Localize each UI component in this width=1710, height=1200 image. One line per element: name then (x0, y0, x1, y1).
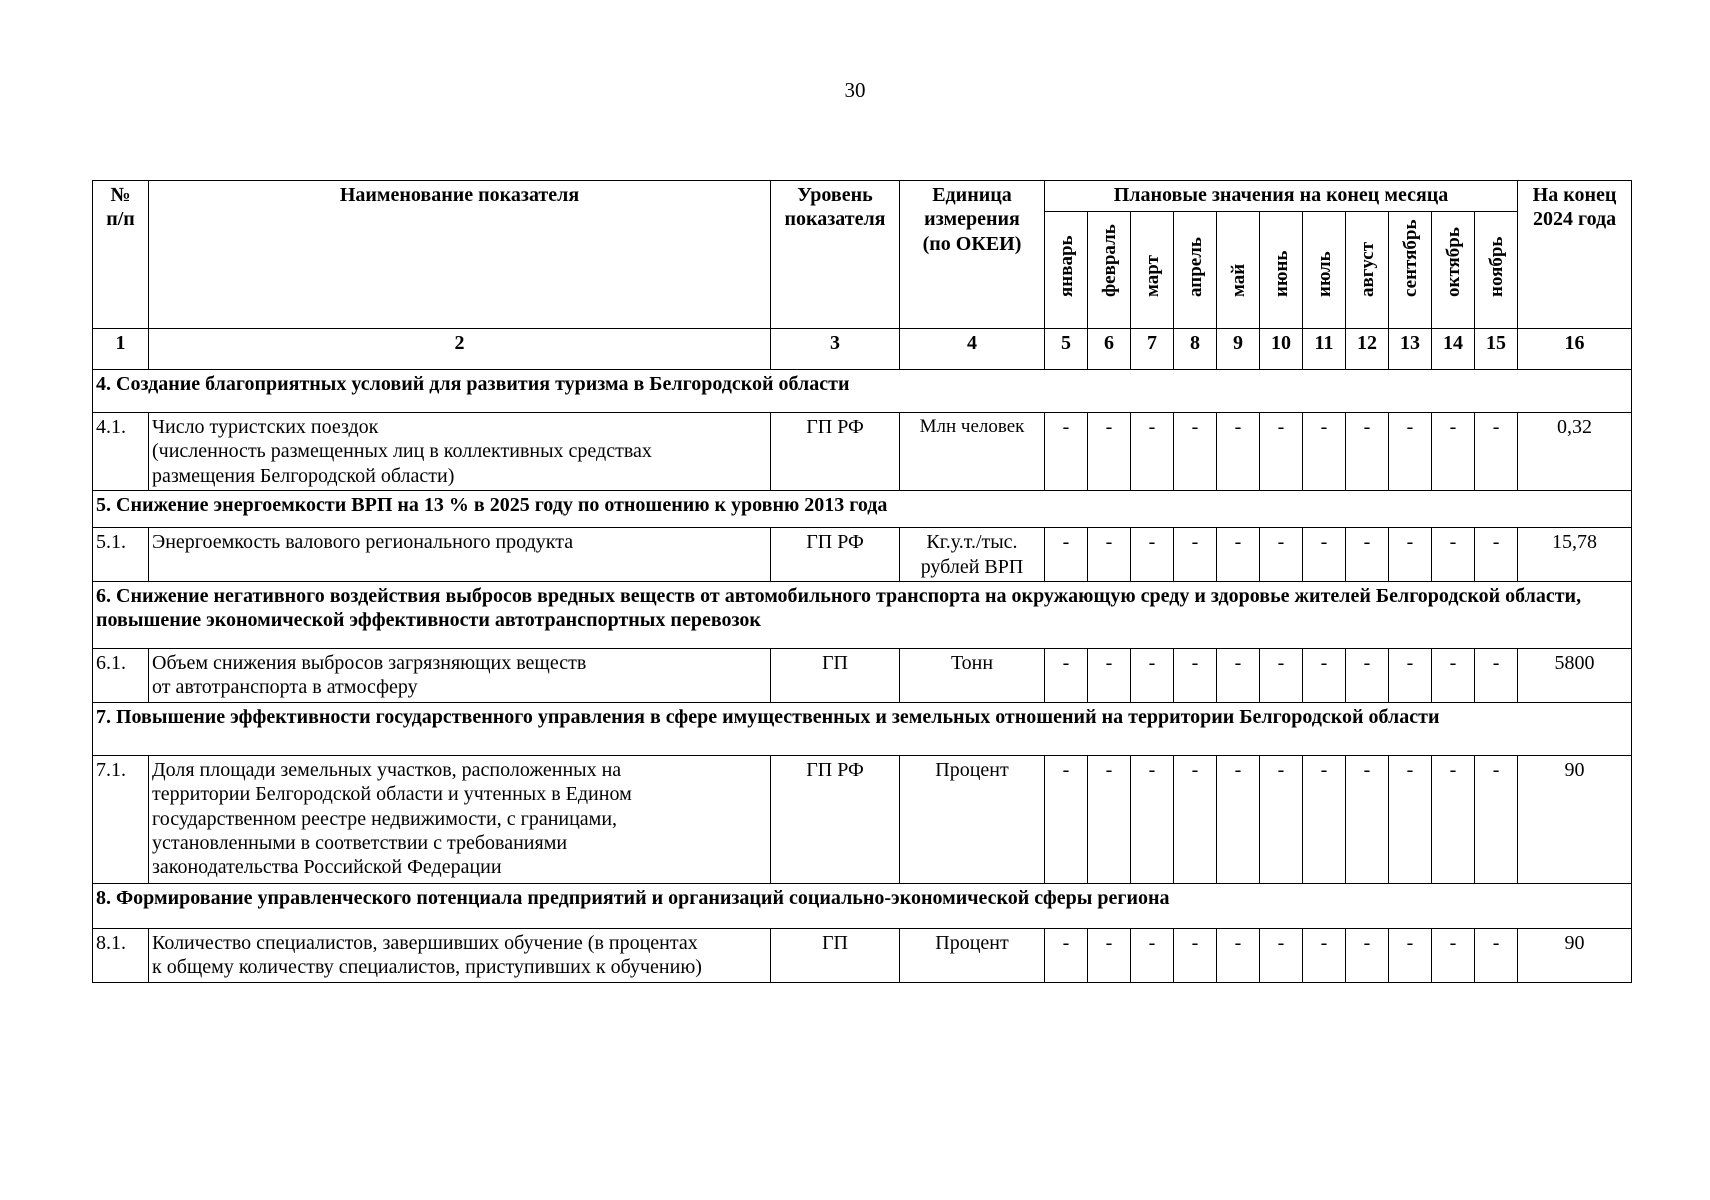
section-title: 7. Повышение эффективности государственного управления в сфере имущественных и земельных отношений на территории Белгородской области (93, 702, 1632, 755)
month-value: - (1303, 648, 1346, 702)
month-value: - (1346, 755, 1389, 883)
indicators-table (92, 180, 1632, 983)
month-value: - (1045, 528, 1088, 582)
header-level-line: Уровень (797, 184, 873, 206)
indicator-unit: Кг.у.т./тыс. рублей ВРП (900, 528, 1045, 582)
month-value: - (1131, 755, 1174, 883)
month-value: - (1174, 928, 1217, 982)
header-row-1 (93, 181, 1632, 212)
month-value: - (1131, 928, 1174, 982)
month-value: - (1088, 528, 1131, 582)
section-row (93, 702, 1632, 755)
header-month (1045, 212, 1088, 329)
header-unit-line: измерения (924, 208, 1020, 231)
row-number: 6.1. (93, 648, 149, 702)
indicator-name: Объем снижения выбросов загрязняющих веществ от автотранспорта в атмосферу (149, 648, 771, 702)
header-num-line: п/п (106, 208, 135, 231)
month-value: - (1432, 755, 1475, 883)
column-number: 15 (1475, 329, 1518, 370)
month-value: - (1217, 755, 1260, 883)
month-value: - (1260, 648, 1303, 702)
month-value: - (1174, 755, 1217, 883)
month-value: - (1475, 528, 1518, 582)
month-value: - (1260, 928, 1303, 982)
month-value: - (1217, 928, 1260, 982)
header-month-label: февраль (1099, 224, 1120, 297)
header-month (1088, 212, 1131, 329)
header-name: Наименование показателя (149, 181, 771, 329)
section-row (93, 883, 1632, 928)
month-value: - (1475, 928, 1518, 982)
month-value: - (1303, 755, 1346, 883)
final-value: 0,32 (1518, 413, 1632, 491)
row-number: 5.1. (93, 528, 149, 582)
month-value: - (1217, 413, 1260, 491)
month-value: - (1045, 413, 1088, 491)
column-number: 11 (1303, 329, 1346, 370)
header-month (1260, 212, 1303, 329)
header-num-line: № (110, 184, 131, 206)
month-value: - (1174, 413, 1217, 491)
month-value: - (1303, 413, 1346, 491)
month-value: - (1389, 755, 1432, 883)
column-number: 16 (1518, 329, 1632, 370)
column-number: 12 (1346, 329, 1389, 370)
header-month-label: сентябрь (1400, 219, 1421, 297)
indicator-level: ГП (771, 648, 900, 702)
section-title: 6. Снижение негативного воздействия выбросов вредных веществ от автомобильного транспорта на окружающую среду и здоровье жителей Белгородской области, повышение экономической эффективности автотранспортных перевозок (93, 581, 1632, 648)
header-level (771, 181, 900, 329)
month-value: - (1432, 648, 1475, 702)
indicator-unit: Млн человек (900, 413, 1045, 491)
indicator-name: Доля площади земельных участков, расположенных на территории Белгородской области и учтенных в Едином государственном реестре недвижимости, с границами, установленными в соответствии с требованиями законодательства Российской Федерации (149, 755, 771, 883)
header-final-line: На конец (1532, 184, 1617, 206)
month-value: - (1475, 648, 1518, 702)
table-body (93, 370, 1632, 983)
final-value: 90 (1518, 928, 1632, 982)
header-month-label: апрель (1185, 236, 1206, 297)
indicator-level: ГП РФ (771, 755, 900, 883)
table-row (93, 648, 1632, 702)
month-value: - (1088, 413, 1131, 491)
month-value: - (1174, 648, 1217, 702)
indicator-name: Энергоемкость валового регионального продукта (149, 528, 771, 582)
header-month-label: март (1142, 254, 1163, 297)
row-number: 8.1. (93, 928, 149, 982)
table-row (93, 413, 1632, 491)
month-value: - (1088, 648, 1131, 702)
indicator-name: Количество специалистов, завершивших обучение (в процентах к общему количеству специалистов, приступивших к обучению) (149, 928, 771, 982)
month-value: - (1217, 648, 1260, 702)
header-final (1518, 181, 1632, 329)
header-month (1303, 212, 1346, 329)
indicator-level: ГП (771, 928, 900, 982)
column-number: 14 (1432, 329, 1475, 370)
header-unit-line: (по ОКЕИ) (922, 232, 1022, 255)
indicator-name: Число туристских поездок (численность размещенных лиц в коллективных средствах размещения Белгородской области) (149, 413, 771, 491)
header-month (1346, 212, 1389, 329)
indicator-level: ГП РФ (771, 413, 900, 491)
column-number: 1 (93, 329, 149, 370)
section-title: 4. Создание благоприятных условий для развития туризма в Белгородской области (93, 370, 1632, 413)
column-number: 6 (1088, 329, 1131, 370)
header-month-label: ноябрь (1486, 236, 1508, 297)
month-value: - (1174, 528, 1217, 582)
section-row (93, 581, 1632, 648)
header-month-label: июль (1314, 251, 1335, 297)
column-number: 2 (149, 329, 771, 370)
column-number-row (93, 329, 1632, 370)
header-month (1131, 212, 1174, 329)
month-value: - (1088, 928, 1131, 982)
header-month (1174, 212, 1217, 329)
month-value: - (1346, 648, 1389, 702)
header-unit-line: Единица (932, 184, 1012, 206)
month-value: - (1260, 755, 1303, 883)
month-value: - (1475, 755, 1518, 883)
header-month-label: январь (1056, 235, 1077, 297)
column-number: 8 (1174, 329, 1217, 370)
table-row (93, 928, 1632, 982)
section-row (93, 370, 1632, 413)
header-month-label: октябрь (1443, 226, 1464, 297)
header-month (1217, 212, 1260, 329)
month-value: - (1131, 528, 1174, 582)
header-month-label: август (1357, 241, 1378, 297)
header-month (1432, 212, 1475, 329)
section-title: 8. Формирование управленческого потенциала предприятий и организаций социально-экономической сферы региона (93, 883, 1632, 928)
month-value: - (1389, 928, 1432, 982)
column-number: 4 (900, 329, 1045, 370)
header-month (1389, 212, 1432, 329)
final-value: 90 (1518, 755, 1632, 883)
month-value: - (1303, 528, 1346, 582)
column-number: 5 (1045, 329, 1088, 370)
header-month (1475, 212, 1518, 329)
header-plan: Плановые значения на конец месяца (1045, 181, 1518, 212)
table-row (93, 528, 1632, 582)
row-number: 7.1. (93, 755, 149, 883)
column-number: 7 (1131, 329, 1174, 370)
header-month-label: май (1228, 263, 1249, 297)
page-number: 30 (844, 78, 866, 102)
month-value: - (1346, 928, 1389, 982)
month-value: - (1346, 413, 1389, 491)
column-number: 9 (1217, 329, 1260, 370)
indicator-level: ГП РФ (771, 528, 900, 582)
month-value: - (1389, 528, 1432, 582)
month-value: - (1475, 413, 1518, 491)
section-title: 5. Снижение энергоемкости ВРП на 13 % в 2025 году по отношению к уровню 2013 года (93, 491, 1632, 528)
indicator-unit: Процент (900, 755, 1045, 883)
month-value: - (1346, 528, 1389, 582)
header-final-line: 2024 года (1532, 208, 1617, 231)
month-value: - (1045, 928, 1088, 982)
final-value: 5800 (1518, 648, 1632, 702)
month-value: - (1432, 928, 1475, 982)
final-value: 15,78 (1518, 528, 1632, 582)
header-month-label: июнь (1271, 250, 1292, 297)
column-number: 10 (1260, 329, 1303, 370)
month-value: - (1217, 528, 1260, 582)
month-value: - (1045, 755, 1088, 883)
month-value: - (1088, 755, 1131, 883)
row-number: 4.1. (93, 413, 149, 491)
month-value: - (1303, 928, 1346, 982)
month-value: - (1131, 648, 1174, 702)
month-value: - (1260, 413, 1303, 491)
month-value: - (1045, 648, 1088, 702)
indicator-unit: Процент (900, 928, 1045, 982)
section-row (93, 491, 1632, 528)
month-value: - (1389, 648, 1432, 702)
month-value: - (1131, 413, 1174, 491)
month-value: - (1432, 413, 1475, 491)
header-num (93, 181, 149, 329)
month-value: - (1432, 528, 1475, 582)
header-unit (900, 181, 1045, 329)
column-number: 3 (771, 329, 900, 370)
column-number: 13 (1389, 329, 1432, 370)
table-row (93, 755, 1632, 883)
indicator-unit: Тонн (900, 648, 1045, 702)
header-level-line: показателя (784, 208, 886, 231)
month-value: - (1260, 528, 1303, 582)
month-value: - (1389, 413, 1432, 491)
